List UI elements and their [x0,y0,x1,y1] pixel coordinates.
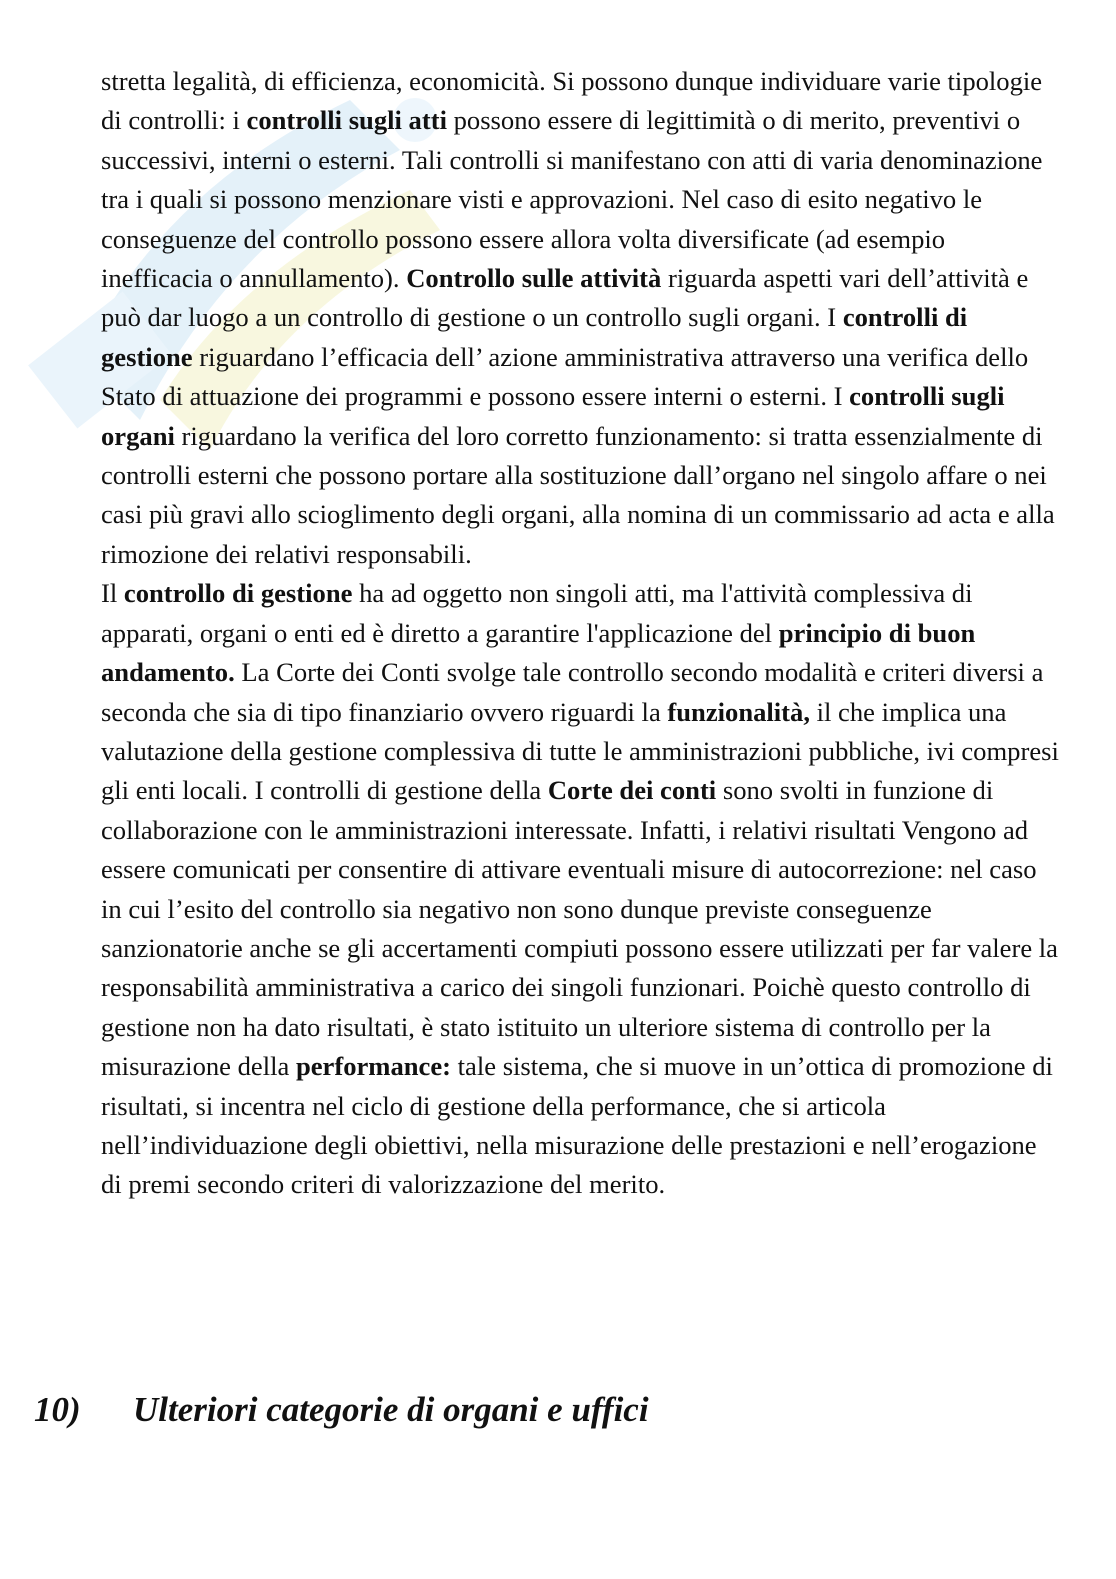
section-title: Ulteriori categorie di organi e uffici [133,1390,649,1429]
text-run: ha ad oggetto non singoli atti, ma l'attività complessiva di apparati, organi o enti ed è diretto a garantire l'applicazione del [101,578,973,648]
paragraph-controlli [101,62,1061,574]
bold-term: controlli sugli atti [246,105,447,136]
bold-term: performance: [295,1051,452,1082]
bold-term: controlli sugli organi [101,381,1005,451]
text-run: sono svolti in funzione di collaborazione con le amministrazioni interessate. Infatti, i relativi risultati Vengono ad essere comunicati per consentire di attivare eventuali misure di autocorrezione: nel caso in cui l’esito del controllo sia negativo non sono dunque previste conseguenze sanzionatorie anche se gli accertamenti compiuti possono essere utilizzati per far valere la responsabilità amministrativa a carico dei singoli funzionari. Poichè questo controllo di gestione non ha dato risultati, è stato istituito un ulteriore sistema di controllo per la misurazione della [101,775,1058,1082]
text-run: riguardano la verifica del loro corretto funzionamento: si tratta essenzialmente di controlli esterni che possono portare alla sostituzione dall’organo nel singolo affare o nei casi più gravi allo scioglimento degli organi, alla nomina di un commissario ad acta e alla rimozione dei relativi responsabili. [101,420,1055,569]
text-run: il che implica una valutazione della gestione complessiva di tutte le amministrazioni pubbliche, ivi compresi gli enti locali. I controlli di gestione della [101,696,1059,806]
document-body [101,62,1061,1205]
bold-term: Corte dei conti [547,775,717,806]
section-heading [34,1390,649,1430]
paragraph-controllo-di-gestione [101,574,1061,1205]
text-run: riguarda aspetti vari dell’attività e può dar luogo a un controllo di gestione o un controllo sugli organi. I [101,263,1029,333]
text-run: riguardano l’efficacia dell’ azione amministrativa attraverso una verifica dello Stato di attuazione dei programmi e possono essere interni o esterni. I [101,341,1029,412]
section-number: 10) [34,1390,81,1429]
bold-term: principio di buon andamento. [101,617,976,688]
text-run: possono essere di legittimità o di merito, preventivi o successivi, interni o esterni. Tali controlli si manifestano con atti di varia denominazione tra i quali si possono menzionare visti e approvazioni. Nel caso di esito negativo le conseguenze del controllo possono essere allora volta diversificate (ad esempio inefficacia o annullamento). [101,105,1043,294]
bold-term: controllo di gestione [123,578,353,609]
text-run: stretta legalità, di efficienza, economicità. Si possono dunque individuare varie tipologie di controlli: i [101,66,1043,136]
text-run: Il [101,578,124,609]
bold-term: Controllo sulle attività [406,263,662,294]
bold-term: funzionalità, [667,696,810,727]
text-run: tale sistema, che si muove in un’ottica di promozione di risultati, si incentra nel ciclo di gestione della performance, che si articola nell’individuazione degli obiettivi, nella misurazione delle prestazioni e nell’erogazione di premi secondo criteri di valorizzazione del merito. [101,1051,1053,1200]
bold-term: controlli di gestione [101,302,968,372]
text-run: La Corte dei Conti svolge tale controllo secondo modalità e criteri diversi a seconda che sia di tipo finanziario ovvero riguardi la [101,657,1044,727]
